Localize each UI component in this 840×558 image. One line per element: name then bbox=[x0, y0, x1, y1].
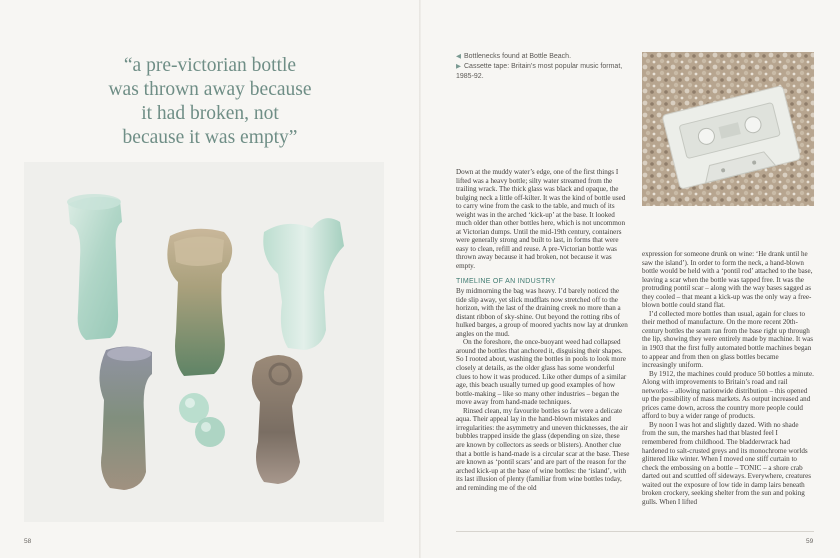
body-paragraph: By midmorning the bag was heavy. I’d barely noticed the tide slip away, yet slick mudflats now stretched off to the horizon, with the last of the draining creek no more than a distant ribbon of sky-shine. Out beyond the rotting ribs of hulked barges, a group of moored yachts now lay at drunken angles on the mud. bbox=[456, 287, 628, 338]
page-number-left: 58 bbox=[24, 538, 32, 545]
cassette-illustration bbox=[642, 52, 814, 206]
body-paragraph: By 1912, the machines could produce 50 bottles a minute. Along with improvements to Britain’s road and rail networks – allowing nationwide distribution – this opened up the possibility of mass markets. As output increased and prices came down, across the country more people could afford to buy a wider range of products. bbox=[642, 369, 814, 421]
caption-text: Cassette tape: Britain’s most popular music format, 1985-92. bbox=[456, 63, 623, 80]
pull-quote-line: was thrown away because bbox=[108, 79, 312, 100]
caption-arrow-right-icon: ▶ bbox=[456, 63, 461, 70]
body-column-right bbox=[642, 250, 814, 506]
body-paragraph: On the foreshore, the once-buoyant weed had collapsed around the bottles that anchored it, disguising their shapes. So I rooted about, washing the bottles in pools to look more closely at details, as the older glass has some wonderful clues to how it was produced. Like other dumps of a similar age, this beach usually turned up good examples of how bottle-making – like so many other industries – began the move away from hand-made techniques. bbox=[456, 338, 627, 407]
bottlenecks-illustration bbox=[24, 162, 384, 522]
pull-quote-line: “a pre-victorian bottle bbox=[123, 55, 297, 76]
caption-arrow-left-icon: ◀ bbox=[456, 53, 461, 60]
section-heading: TIMELINE OF AN INDUSTRY bbox=[456, 277, 556, 285]
body-paragraph: Down at the muddy water’s edge, one of the first things I lifted was a heavy bottle; silty water streamed from the trailing wrack. The thick glass was black and opaque, the bulging neck a little off-kilter. It was the kind of bottle used to carry wine from the cask to the table, and much of its weight was in the arched ‘kick-up’ at the base. It looked much older than other bottles here, which is not uncommon at Victorian dumps. Until the mid-19th century, containers were generally strong and built to last, in forms that were easy to clean, refill and reuse. A pre-Victorian bottle was thrown away because it had broken, not because it was empty. bbox=[456, 168, 626, 271]
caption-item bbox=[456, 52, 626, 62]
pull-quote bbox=[72, 54, 348, 150]
caption-text: Bottlenecks found at Bottle Beach. bbox=[464, 53, 572, 60]
page-number-right: 59 bbox=[806, 538, 814, 545]
caption-item bbox=[456, 62, 626, 82]
pull-quote-line: it had broken, not bbox=[141, 103, 279, 124]
body-column-left bbox=[456, 168, 630, 492]
body-paragraph: I’d collected more bottles than usual, again for clues to their method of manufacture. On the more recent 20th-century bottles the seam ran from the base right up through the lip, showing they were entirely made by machine. It was in 1903 that the first fully automated bottle machines began to appear and from then on glass bottles became increasingly uniform. bbox=[642, 309, 813, 370]
body-paragraph: Rinsed clean, my favourite bottles so far were a delicate aqua. Their appeal lay in the hand-blown mistakes and irregularities: the asymmetry and uneven thicknesses, the air bubbles trapped inside the glass (depending on size, these are known by collectors as seeds or blisters). Another clue that a bottle is hand-made is a circular scar at the base. These are known as ‘pontil scars’ and are part of the reason for the arched kick-up at the base of wine bottles: the ‘island’, with its last illusion of plenty (familiar from wine bottles today, and reminding me of the old bbox=[456, 406, 630, 492]
footer-rule bbox=[456, 531, 814, 532]
page-gutter bbox=[419, 0, 421, 558]
pull-quote-line: because it was empty” bbox=[122, 127, 298, 148]
bottlenecks-photo bbox=[24, 162, 384, 522]
body-paragraph: By noon I was hot and slightly dazed. With no shade from the sun, the marshes had that blasted feel I remembered from childhood. The bladderwrack had hardened to salt-crusted greys and its monochrome worlds glittered like winter. When I moved one stiff curtain to check the embossing on a bottle – TONIC – a shore crab darted out and scuttled off sideways. Everywhere, creatures waited out the exposure of low tide in damp lairs beneath broken crockery, seeking shelter from the sun and poking gulls. When I lifted bbox=[642, 420, 812, 506]
photo-captions bbox=[456, 52, 626, 82]
cassette-tape-photo bbox=[642, 52, 814, 206]
body-paragraph: expression for someone drunk on wine: ‘He drank until he saw the island’). In order to form the neck, a hand-blown bottle would be held with a ‘pontil rod’ attached to the base, leaving a scar when the bottle was tapped free. It was the protruding pontil scar – along with the way bases sagged as they cooled – that meant a kick-up was the only way a free-blown bottle could stand flat. bbox=[642, 250, 813, 310]
